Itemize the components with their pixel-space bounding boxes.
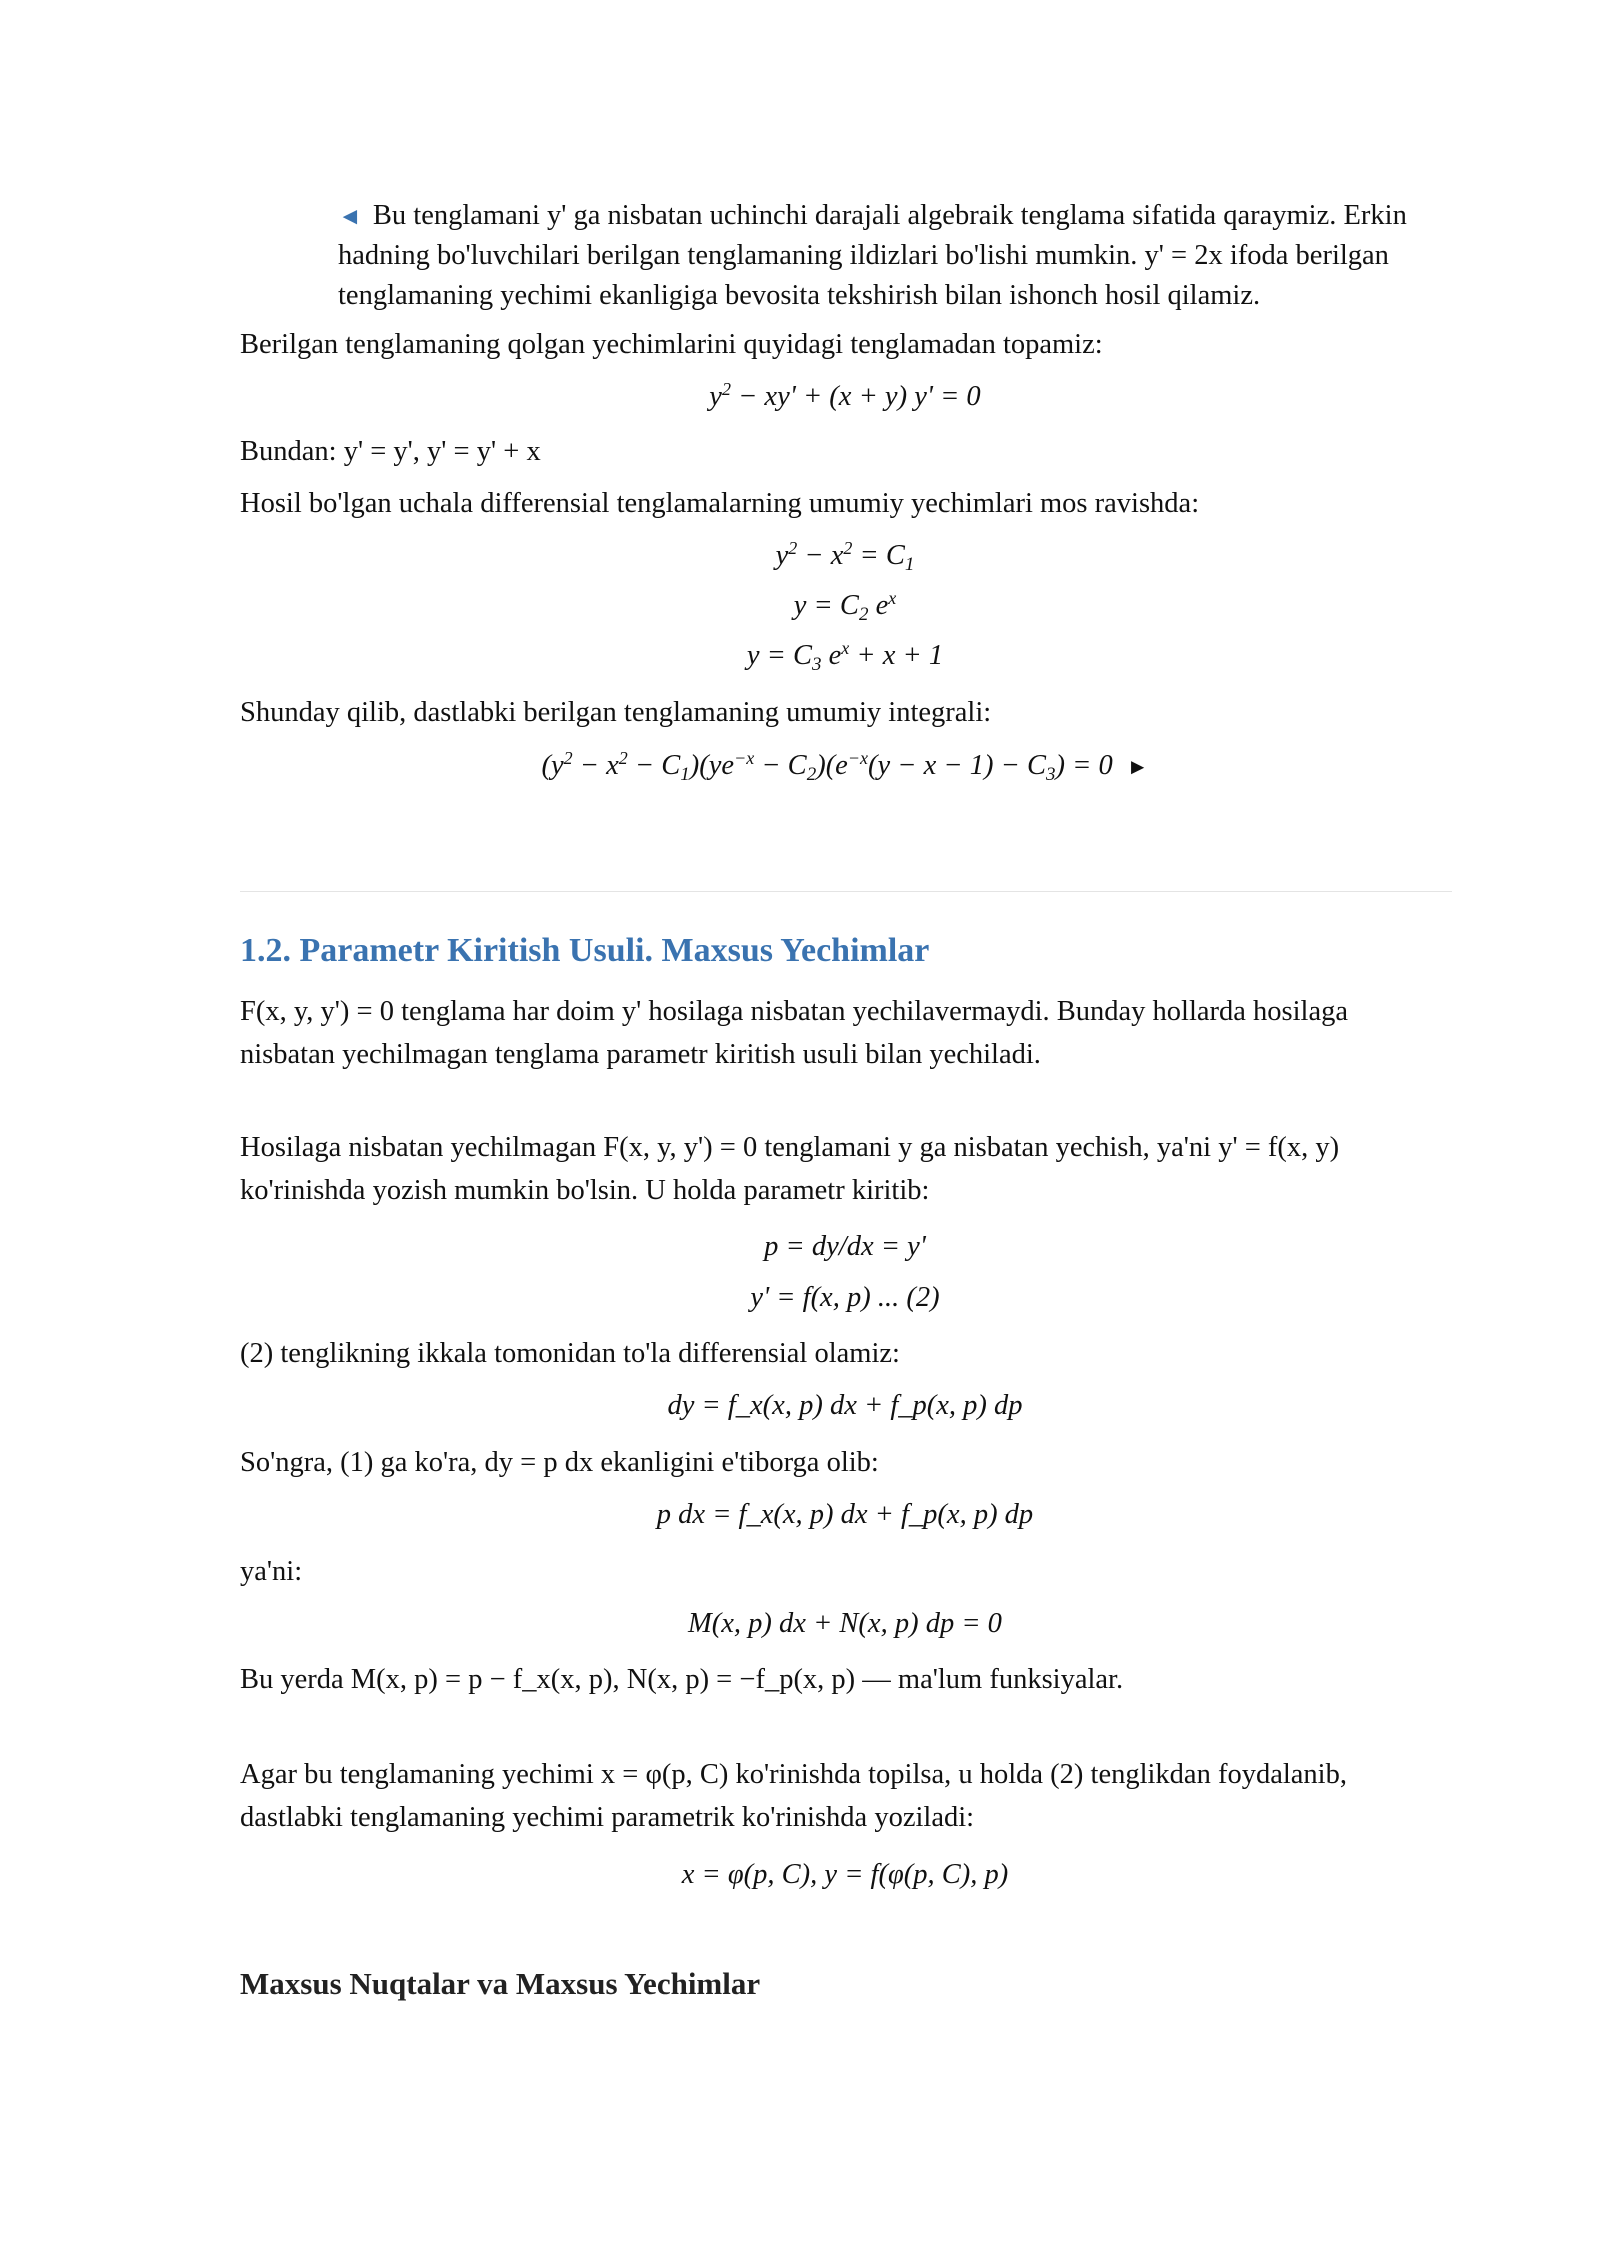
eq2-sup: 2 [843, 538, 853, 558]
eq2-part: − x [797, 540, 844, 571]
paragraph-1: Berilgan tenglamaning qolgan yechimlarini quyidagi tenglamadan topamiz: [240, 329, 1103, 360]
eq2-part: y [775, 540, 789, 571]
eq4-sup: x [841, 638, 850, 658]
section-para-3: (2) tenglikning ikkala tomonidan to'la differensial olamiz: [240, 1338, 900, 1369]
equation-1 [240, 377, 1450, 417]
eq5-part: )(ye [689, 750, 735, 781]
section-divider [240, 891, 1452, 892]
equation-6: p = dy/dx = y' [764, 1231, 926, 1262]
equation-11: x = φ(p, C), y = f(φ(p, C), p) [681, 1859, 1009, 1890]
eq5-part: )(e [816, 750, 848, 781]
eq4-sub: 3 [812, 654, 822, 675]
eq2-sub: 1 [904, 554, 915, 575]
left-triangle-icon: ◄ [338, 204, 362, 230]
eq5-part: (y − x − 1) − C [867, 750, 1046, 781]
eq3-sub: 2 [858, 604, 869, 625]
eq5-part: (y [541, 750, 564, 781]
intro-line-2: hadning bo'luvchilari berilgan tenglamaning ildizlari bo'lishi mumkin. y' = 2x ifoda berilgan [338, 240, 1389, 271]
section-para-7-line-1: Agar bu tenglamaning yechimi x = φ(p, C) ko'rinishda topilsa, u holda (2) tenglikdan foydalanib, [240, 1759, 1347, 1790]
eq5-sup: 2 [618, 748, 628, 768]
section-para-4: So'ngra, (1) ga ko'ra, dy = p dx ekanligini e'tiborga olib: [240, 1447, 879, 1478]
eq1-part: y [709, 381, 722, 412]
eq5-part: − C [754, 750, 807, 781]
subsection-heading: Maxsus Nuqtalar va Maxsus Yechimlar [240, 1966, 761, 2001]
eq4-part: e [821, 640, 842, 671]
equation-4 [240, 636, 1450, 676]
intro-text-1: Bu tenglamani y' ga nisbatan uchinchi darajali algebraik tenglama sifatida qaraymiz. Erkin [372, 200, 1407, 231]
section-para-7-line-2: dastlabki tenglamaning yechimi parametrik ko'rinishda yoziladi: [240, 1802, 975, 1833]
eq5-sub: 1 [680, 764, 690, 785]
eq4-part: y = C [746, 640, 812, 671]
eq5-sub: 3 [1045, 764, 1056, 785]
equation-8: dy = f_x(x, p) dx + f_p(x, p) dp [667, 1390, 1023, 1421]
equation-9: p dx = f_x(x, p) dx + f_p(x, p) dp [656, 1499, 1034, 1530]
intro-line-1 [338, 196, 1450, 237]
section-para-1-line-2: nisbatan yechilmagan tenglama parametr kiritish usuli bilan yechiladi. [240, 1039, 1041, 1070]
eq5-part: − C [627, 750, 681, 781]
eq5-part: ) = 0 [1055, 750, 1113, 781]
eq3-sup: x [888, 588, 897, 608]
eq2-part: = C [852, 540, 905, 571]
eq2-sup: 2 [788, 538, 798, 558]
eq4-part: + x + 1 [849, 640, 944, 671]
eq3-part: y = C [793, 590, 859, 621]
paragraph-2: Bundan: y' = y', y' = y' + x [240, 436, 541, 467]
eq5-sup: 2 [563, 748, 573, 768]
intro-line-3: tenglamaning yechimi ekanligiga bevosita tekshirish bilan ishonch hosil qilamiz. [338, 280, 1261, 311]
section-para-2-line-2: ko'rinishda yozish mumkin bo'lsin. U holda parametr kiritib: [240, 1175, 930, 1206]
equation-7: y' = f(x, p) ... (2) [750, 1282, 940, 1313]
equation-2 [240, 536, 1450, 576]
section-para-6: Bu yerda M(x, p) = p − f_x(x, p), N(x, p) = −f_p(x, p) — ma'lum funksiyalar. [240, 1664, 1124, 1695]
equation-10: M(x, p) dx + N(x, p) dp = 0 [688, 1608, 1002, 1639]
equation-3 [240, 586, 1450, 626]
eq3-part: e [868, 590, 889, 621]
eq5-sup: −x [734, 748, 755, 768]
eq1-part: − xy' + (x + y) y' = 0 [730, 381, 981, 412]
eq5-sup: −x [847, 748, 868, 768]
section-para-2-line-1: Hosilaga nisbatan yechilmagan F(x, y, y') = 0 tenglamani y ga nisbatan yechish, ya'ni y' = f(x, y) [240, 1132, 1340, 1163]
section-para-5: ya'ni: [240, 1556, 303, 1587]
section-para-1-line-1: F(x, y, y') = 0 tenglama har doim y' hosilaga nisbatan yechilavermaydi. Bunday hollarda hosilaga [240, 996, 1349, 1027]
equation-5 [240, 746, 1450, 787]
eq5-sub: 2 [806, 764, 817, 785]
section-heading: 1.2. Parametr Kiritish Usuli. Maxsus Yechimlar [240, 932, 930, 969]
right-triangle-icon: ► [1126, 754, 1149, 779]
eq5-part: − x [572, 750, 619, 781]
eq1-sup: 2 [721, 379, 731, 399]
paragraph-4: Shunday qilib, dastlabki berilgan tenglamaning umumiy integrali: [240, 697, 992, 728]
paragraph-3: Hosil bo'lgan uchala differensial tenglamalarning umumiy yechimlari mos ravishda: [240, 488, 1200, 519]
